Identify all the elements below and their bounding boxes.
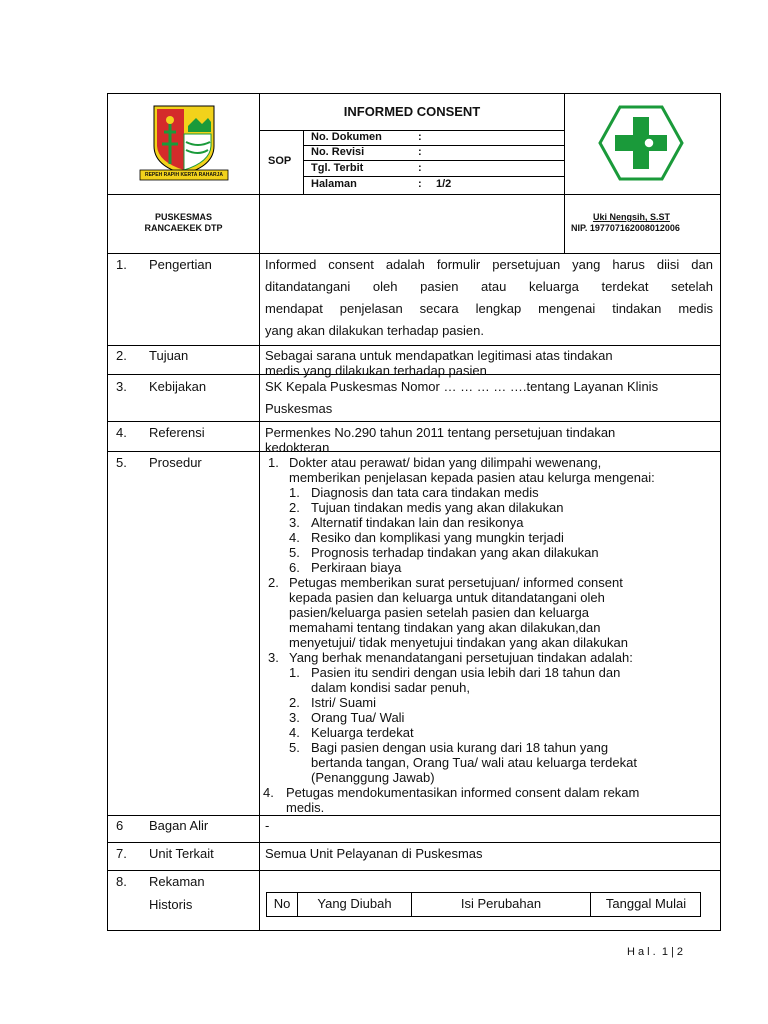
sub-item [289, 695, 717, 710]
sub-item-number: 6. [289, 560, 300, 575]
row-number: 5. [116, 455, 127, 470]
field-sep: : [418, 146, 422, 158]
table-border-top [107, 93, 721, 94]
step-line: kepada pasien dan keluarga untuk ditandatangani oleh [289, 590, 605, 605]
sub-item [289, 665, 717, 695]
history-header-yang-diubah: Yang Diubah [317, 896, 392, 911]
history-header-isi-perubahan: Isi Perubahan [460, 896, 542, 911]
sub-item-line: bertanda tangan, Orang Tua/ wali atau keluarga terdekat [311, 755, 637, 770]
procedure-step [265, 455, 717, 575]
sub-item-text: Tujuan tindakan medis yang akan dilakukan [311, 500, 564, 515]
table-border-right [720, 93, 721, 931]
step-line: Dokter atau perawat/ bidan yang dilimpahi wewenang, [289, 455, 602, 470]
regency-logo [136, 104, 232, 184]
kebijakan-line: Puskesmas [265, 401, 333, 416]
sub-list [289, 665, 717, 785]
puskesmas-cross-icon [598, 105, 684, 181]
row-number: 8. [116, 874, 127, 889]
row-number: 6 [116, 818, 124, 833]
procedure-step [265, 650, 717, 785]
kebijakan-text [265, 379, 715, 416]
signer-nip: NIP. 197707162008012006 [571, 223, 680, 233]
sub-item-line: (Penanggung Jawab) [311, 770, 435, 785]
org-name-line2: RANCAEKEK DTP [144, 223, 223, 233]
kebijakan-line: SK Kepala Puskesmas Nomor … … … … ….tentang Layanan Klinis [265, 379, 659, 394]
row-label-kebijakan: Kebijakan [149, 379, 207, 394]
sub-item [289, 545, 717, 560]
sub-item-number: 3. [289, 710, 300, 725]
table-border-org [107, 253, 721, 254]
sop-label: SOP [268, 155, 292, 167]
sub-item-number: 2. [289, 695, 300, 710]
step-number: 3. [268, 650, 279, 665]
tujuan-line: Sebagai sarana untuk mendapatkan legitimasi atas tindakan [265, 348, 613, 363]
step-line: pasien/keluarga pasien setelah pasien dan keluarga [289, 605, 589, 620]
row-divider [107, 842, 721, 843]
field-divider [304, 160, 564, 161]
sub-item [289, 710, 717, 725]
pengertian-line: Informed consent adalah formulir persetujuan yang harus diisi dan [265, 257, 713, 272]
sub-item [289, 560, 717, 575]
pengertian-line: ditandatangani oleh pasien atau keluarga terdekat setelah [265, 279, 713, 294]
row-label-historis: Historis [149, 897, 193, 912]
procedure-step [265, 575, 717, 650]
pengertian-line: yang akan dilakukan terhadap pasien. [265, 323, 484, 338]
row-label-referensi: Referensi [149, 425, 205, 440]
sub-item [289, 515, 717, 530]
sub-item-number: 1. [289, 485, 300, 500]
field-divider [304, 176, 564, 177]
tujuan-text [265, 348, 715, 378]
sub-item-number: 5. [289, 545, 300, 560]
prosedur-content [265, 455, 717, 815]
sub-item-text: Perkiraan biaya [311, 560, 402, 575]
logo-motto: REPEH RAPIH KERTA RAHARJA [144, 172, 224, 178]
field-label-tgl-terbit: Tgl. Terbit [311, 162, 364, 174]
sub-item-number: 4. [289, 530, 300, 545]
field-label-halaman: Halaman [311, 178, 357, 190]
row-label-unit-terkait: Unit Terkait [149, 846, 214, 861]
history-table [266, 892, 701, 917]
sub-item-line: dalam kondisi sadar penuh, [311, 680, 470, 695]
sub-item-line: Bagi pasien dengan usia kurang dari 18 tahun yang [311, 740, 609, 755]
sub-item-text: Diagnosis dan tata cara tindakan medis [311, 485, 539, 500]
row-label-pengertian: Pengertian [149, 257, 212, 272]
page-number: H a l . 1 | 2 [627, 946, 684, 958]
history-header-tanggal-mulai: Tanggal Mulai [605, 896, 687, 911]
org-name-line1: PUSKESMAS [154, 212, 212, 222]
row-divider [107, 815, 721, 816]
sub-item-line: Keluarga terdekat [311, 725, 414, 740]
table-border-header [107, 194, 721, 195]
sub-item [289, 740, 717, 785]
step-line: memberikan penjelasan kepada pasien atau kelurga mengenai: [289, 470, 655, 485]
sub-item-text: Alternatif tindakan lain dan resikonya [311, 515, 524, 530]
pengertian-text [265, 257, 713, 345]
sub-item-line: Orang Tua/ Wali [311, 710, 405, 725]
bagan-alir-value: - [265, 818, 270, 833]
unit-terkait-value: Semua Unit Pelayanan di Puskesmas [265, 846, 483, 861]
row-number: 7. [116, 846, 127, 861]
row-divider [107, 345, 721, 346]
referensi-text [265, 425, 715, 455]
field-label-no-revisi: No. Revisi [311, 146, 365, 158]
puskesmas-logo [598, 105, 684, 181]
row-number: 3. [116, 379, 127, 394]
step-number: 4. [263, 785, 274, 800]
row-label-bagan-alir: Bagan Alir [149, 818, 209, 833]
sub-item-line: Istri/ Suami [311, 695, 377, 710]
row-label-prosedur: Prosedur [149, 455, 202, 470]
sub-item [289, 725, 717, 740]
sub-list [289, 485, 717, 575]
referensi-line: kedokteran [265, 440, 330, 455]
column-divider [564, 93, 565, 254]
sub-item-text: Resiko dan komplikasi yang mungkin terjadi [311, 530, 564, 545]
field-sep: : [418, 178, 422, 190]
step-line: memahami tentang tindakan yang akan dilakukan,dan [289, 620, 601, 635]
pengertian-line: mendapat penjelasan secara lengkap mengenai tindakan medis [265, 301, 713, 316]
row-divider [107, 870, 721, 871]
step-line: Petugas mendokumentasikan informed consent dalam rekam [286, 785, 640, 800]
step-number: 1. [268, 455, 279, 470]
table-border-bottom [107, 930, 721, 931]
procedure-step [265, 785, 717, 815]
sub-item-number: 3. [289, 515, 300, 530]
page-title: INFORMED CONSENT [343, 104, 481, 119]
field-sep: : [418, 162, 422, 174]
signer-name: Uki Nengsih, S.ST [593, 212, 671, 222]
step-number: 2. [268, 575, 279, 590]
tujuan-line: medis yang dilakukan terhadap pasien [265, 363, 487, 378]
sub-item [289, 500, 717, 515]
sub-item-line: Pasien itu sendiri dengan usia lebih dari 18 tahun dan [311, 665, 621, 680]
step-line: Petugas memberikan surat persetujuan/ informed consent [289, 575, 623, 590]
title-divider [259, 130, 564, 131]
step-line: Yang berhak menandatangani persetujuan tindakan adalah: [289, 650, 633, 665]
row-label-tujuan: Tujuan [149, 348, 189, 363]
field-label-no-dokumen: No. Dokumen [311, 131, 382, 143]
row-number: 1. [116, 257, 127, 272]
row-label-rekaman: Rekaman [149, 874, 205, 889]
field-sep: : [418, 131, 422, 143]
history-header-no: No [273, 896, 291, 911]
row-number: 2. [116, 348, 127, 363]
sub-item-number: 2. [289, 500, 300, 515]
sop-divider [303, 130, 304, 194]
row-number: 4. [116, 425, 127, 440]
sub-item [289, 530, 717, 545]
step-line: menyetujui/ tidak menyetujui tindakan yang akan dilakukan [289, 635, 628, 650]
sub-item-number: 5. [289, 740, 300, 755]
sub-item-number: 4. [289, 725, 300, 740]
sub-item-text: Prognosis terhadap tindakan yang akan dilakukan [311, 545, 599, 560]
field-value-halaman: 1/2 [436, 178, 452, 190]
column-divider [259, 93, 260, 931]
sub-item-number: 1. [289, 665, 300, 680]
row-divider [107, 421, 721, 422]
referensi-line: Permenkes No.290 tahun 2011 tentang persetujuan tindakan [265, 425, 616, 440]
step-line: medis. [286, 800, 325, 815]
sub-item [289, 485, 717, 500]
